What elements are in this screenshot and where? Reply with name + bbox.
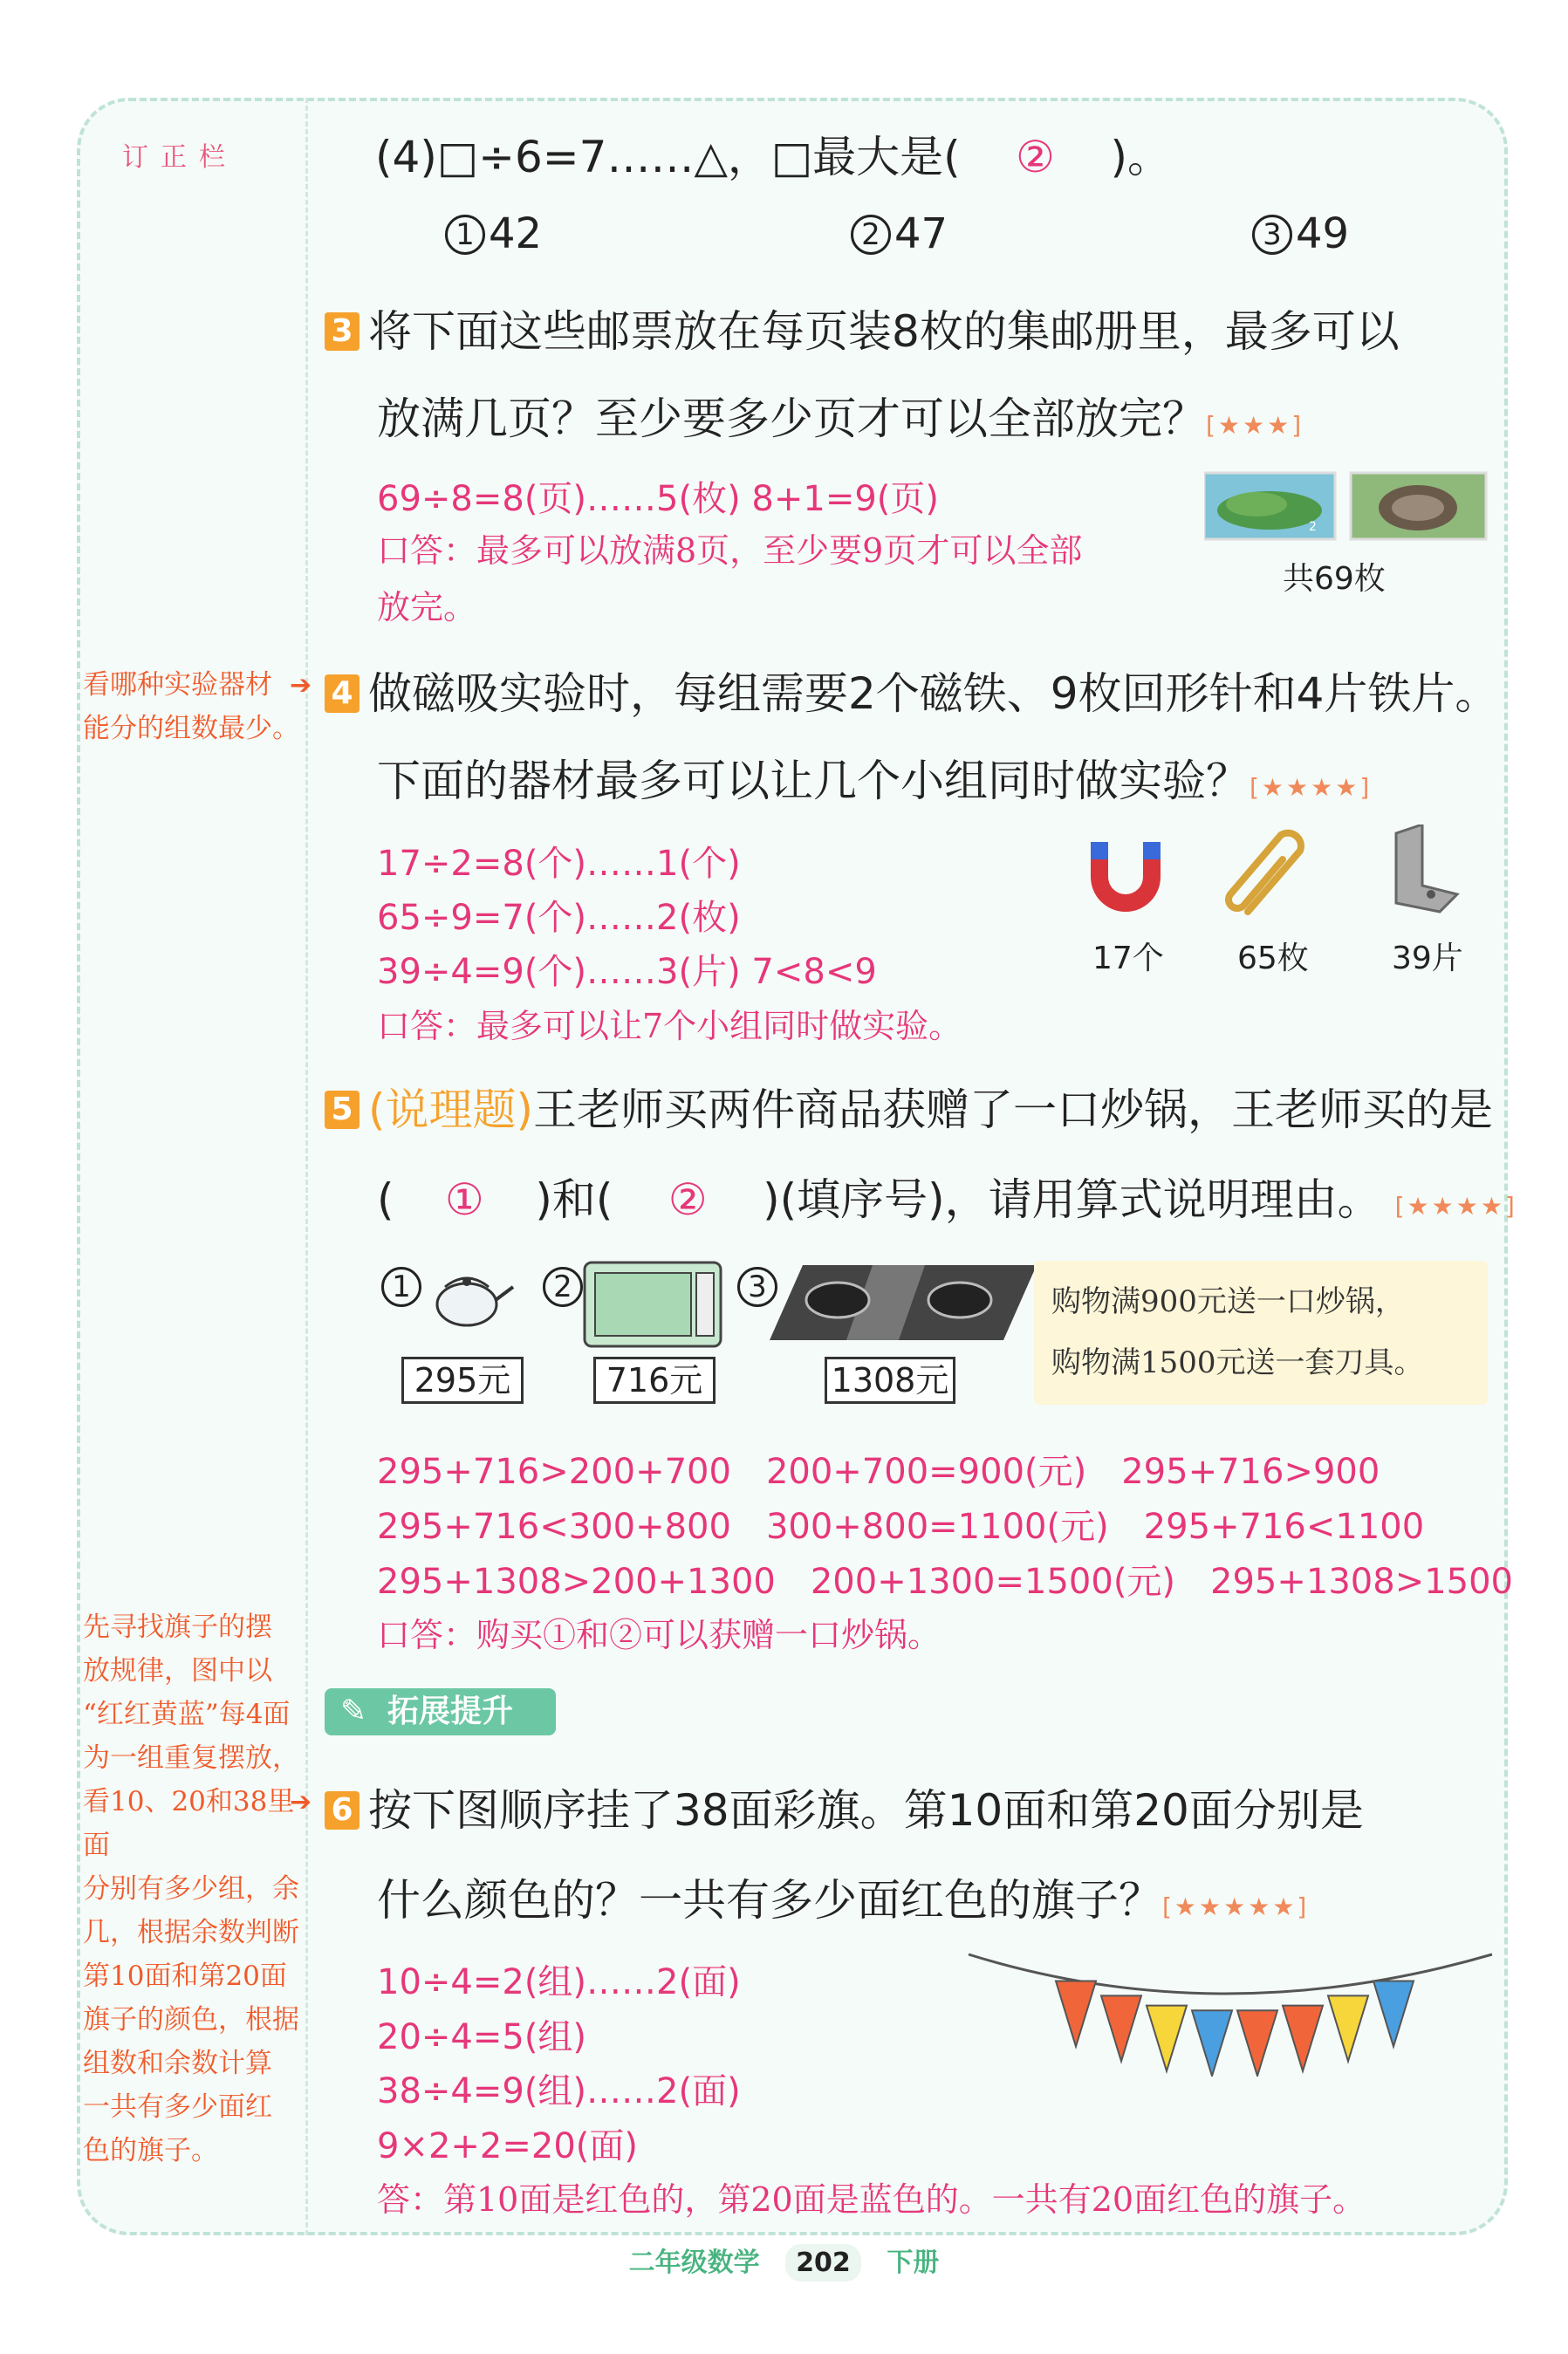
section-title: 拓展提升 xyxy=(387,1694,514,1729)
metal-plate-icon xyxy=(1396,825,1457,912)
hint-line: 为一组重复摆放， xyxy=(83,1742,299,1774)
question-number: 6 xyxy=(325,1791,359,1830)
expr: 295+716<1100 xyxy=(1143,1507,1425,1547)
expr: 295+716>900 xyxy=(1121,1452,1380,1492)
stamp-value: 2 xyxy=(1309,520,1317,534)
difficulty-stars: [★★★★] xyxy=(1394,1192,1517,1221)
hint-line: 一共有多少面红 xyxy=(83,2091,272,2123)
circle-number: 3 xyxy=(1252,215,1292,255)
hint-line: 分别有多少组，余 xyxy=(83,1873,299,1905)
flag xyxy=(1101,1995,1141,2061)
q3-line1 xyxy=(325,297,1400,359)
flag xyxy=(1192,2010,1232,2076)
item-1-label xyxy=(381,1267,425,1309)
option-value: 47 xyxy=(894,209,948,258)
question-tag: (说理题) xyxy=(368,1085,534,1135)
hint-line: 放规律，图中以 xyxy=(83,1655,272,1687)
q3-line2 xyxy=(377,384,1304,447)
question-number: 4 xyxy=(325,674,359,713)
expr: 200+1300=1500(元) xyxy=(810,1562,1176,1602)
option-1 xyxy=(445,209,542,258)
option-value: 42 xyxy=(489,209,543,258)
promotion-note xyxy=(1034,1261,1488,1405)
expr: 300+800=1100(元) xyxy=(765,1507,1109,1547)
stove-icon xyxy=(768,1263,1038,1342)
footer-volume: 下册 xyxy=(887,2248,940,2278)
hint-line: 色的旗子。 xyxy=(83,2135,218,2166)
q6-answer-5: 答：第10面是红色的，第20面是蓝色的。一共有20面红色的旗子。 xyxy=(377,2180,1366,2219)
price-3: 1308元 xyxy=(825,1357,955,1404)
difficulty-stars: [★★★] xyxy=(1206,411,1304,440)
plate-count: 39片 xyxy=(1392,941,1463,976)
option-2 xyxy=(851,209,948,258)
hint-line: 先寻找旗子的摆 xyxy=(83,1612,272,1643)
page-number: 202 xyxy=(785,2244,861,2282)
q5-answer-row-3 xyxy=(377,1554,1513,1604)
q5-answer-row-1 xyxy=(377,1444,1380,1494)
hint-line: 能分的组数最少。 xyxy=(83,713,299,744)
price-2: 716元 xyxy=(593,1357,716,1404)
hint-q6 xyxy=(83,1605,301,2173)
q6-line2 xyxy=(377,1865,1309,1928)
q4-answer-3: 39÷4=9(个)……3(片) 7<8<9 xyxy=(377,952,877,992)
question-text: 按下图顺序挂了38面彩旗。第10面和第20面分别是 xyxy=(368,1785,1364,1836)
hint-line: 旗子的颜色，根据 xyxy=(83,2004,299,2036)
question-number: 3 xyxy=(325,312,359,351)
page-footer xyxy=(0,2241,1568,2279)
stem-text: )。 xyxy=(1110,132,1172,182)
magnet-icon xyxy=(1091,842,1161,912)
flag xyxy=(1373,1981,1414,2047)
magnet-count: 17个 xyxy=(1092,941,1164,976)
paperclip-icon xyxy=(1229,833,1301,912)
q4-line1 xyxy=(325,659,1498,722)
pencil-icon: ✎ xyxy=(340,1694,367,1729)
q4-answer-4: 口答：最多可以让7个小组同时做实验。 xyxy=(377,1007,962,1045)
flag xyxy=(1237,2010,1277,2076)
lab-equipment-images xyxy=(1073,825,1483,929)
q4-answer-2: 65÷9=7(个)……2(枚) xyxy=(377,898,741,938)
q5-answer-row-2 xyxy=(377,1499,1424,1549)
price-1: 295元 xyxy=(401,1357,524,1404)
hint-line: 组数和余数计算 xyxy=(83,2048,272,2079)
circle-number: 2 xyxy=(851,215,891,255)
promotion-line: 购物满1500元送一套刀具。 xyxy=(1051,1345,1424,1380)
kettle-icon xyxy=(428,1261,515,1331)
option-value: 49 xyxy=(1296,209,1350,258)
arrow-icon: ➔ xyxy=(290,670,312,701)
question-text: )(填序号)，请用算式说明理由。 xyxy=(763,1174,1381,1225)
question-text: 将下面这些邮票放在每页装8枚的集邮册里，最多可以 xyxy=(368,306,1400,357)
question-text: 王老师买两件商品获赠了一口炒锅，王老师买的是 xyxy=(533,1085,1494,1135)
circle-number: 3 xyxy=(737,1267,777,1307)
answer-blank-1: ① xyxy=(445,1174,484,1225)
hint-line: 看哪种实验器材 xyxy=(83,669,272,701)
question-text: 下面的器材最多可以让几个小组同时做实验？ xyxy=(377,756,1250,806)
q4-line2 xyxy=(377,746,1372,809)
expr: 200+700=900(元) xyxy=(765,1452,1087,1492)
stamp-caption: 共69枚 xyxy=(1283,561,1386,597)
option-3 xyxy=(1252,209,1349,258)
flag xyxy=(1147,2006,1187,2071)
hint-line: 几，根据余数判断 xyxy=(83,1917,299,1948)
flag xyxy=(1283,2006,1323,2071)
expr: 295+1308>200+1300 xyxy=(377,1562,776,1602)
stem-text: (4)□÷6=7……△，□最大是( xyxy=(375,132,961,182)
paren: ( xyxy=(377,1174,394,1225)
circle-number: 1 xyxy=(445,215,485,255)
q4-answer-1: 17÷2=8(个)……1(个) xyxy=(377,844,741,884)
expr: 295+716<300+800 xyxy=(377,1507,731,1547)
q-sub4-stem xyxy=(375,122,1171,185)
footer-grade: 二年级数学 xyxy=(628,2248,760,2278)
flag xyxy=(1056,1981,1096,2047)
q6-answer-2: 20÷4=5(组) xyxy=(377,2017,587,2057)
question-text: 做磁吸实验时，每组需要2个磁铁、9枚回形针和4片铁片。 xyxy=(368,668,1499,719)
hint-line: “红红黄蓝”每4面 xyxy=(83,1699,291,1730)
q6-answer-4: 9×2+2=20(面) xyxy=(377,2126,639,2166)
circle-number: 2 xyxy=(543,1267,583,1307)
hint-q4 xyxy=(83,663,299,750)
q5-line1 xyxy=(325,1075,1493,1138)
difficulty-stars: [★★★★★] xyxy=(1162,1892,1310,1921)
q5-line2 xyxy=(377,1165,1517,1228)
flag xyxy=(1328,1995,1368,2061)
clip-count: 65枚 xyxy=(1237,941,1309,976)
arrow-icon: ➔ xyxy=(290,1787,312,1817)
answer-blank: ② xyxy=(1016,132,1055,182)
q3-answer-2: 口答：最多可以放满8页，至少要9页才可以全部 xyxy=(377,531,1083,570)
section-banner xyxy=(325,1688,556,1735)
question-text: 放满几页？至少要多少页才可以全部放完？ xyxy=(377,393,1206,444)
q3-answer-1: 69÷8=8(页)……5(枚) 8+1=9(页) xyxy=(377,479,940,519)
expr: 295+716>200+700 xyxy=(377,1452,731,1492)
microwave-icon xyxy=(583,1261,722,1348)
circle-number: 1 xyxy=(381,1267,421,1307)
promotion-line: 购物满900元送一口炒锅， xyxy=(1051,1284,1405,1319)
q6-line1 xyxy=(325,1776,1364,1838)
q3-answer-3: 放完。 xyxy=(377,588,477,626)
expr: 295+1308>1500 xyxy=(1210,1562,1514,1602)
correction-title: 订正栏 xyxy=(122,142,237,173)
flag-string-image xyxy=(960,1937,1501,2077)
item-2-label xyxy=(543,1267,586,1309)
q6-answer-3: 38÷4=9(组)……2(面) xyxy=(377,2071,741,2111)
question-text: 什么颜色的？一共有多少面红色的旗子？ xyxy=(377,1875,1162,1926)
q6-answer-1: 10÷4=2(组)……2(面) xyxy=(377,1962,741,2002)
stamp-images xyxy=(1204,471,1492,541)
hint-line: 看10、20和38里面 xyxy=(83,1786,295,1861)
hint-line: 第10面和第20面 xyxy=(83,1961,287,1992)
q5-answer-4: 口答：购买①和②可以获赠一口炒锅。 xyxy=(377,1616,941,1654)
difficulty-stars: [★★★★] xyxy=(1250,773,1373,802)
question-number: 5 xyxy=(325,1091,359,1129)
answer-blank-2: ② xyxy=(668,1174,708,1225)
question-text: )和( xyxy=(535,1174,613,1225)
